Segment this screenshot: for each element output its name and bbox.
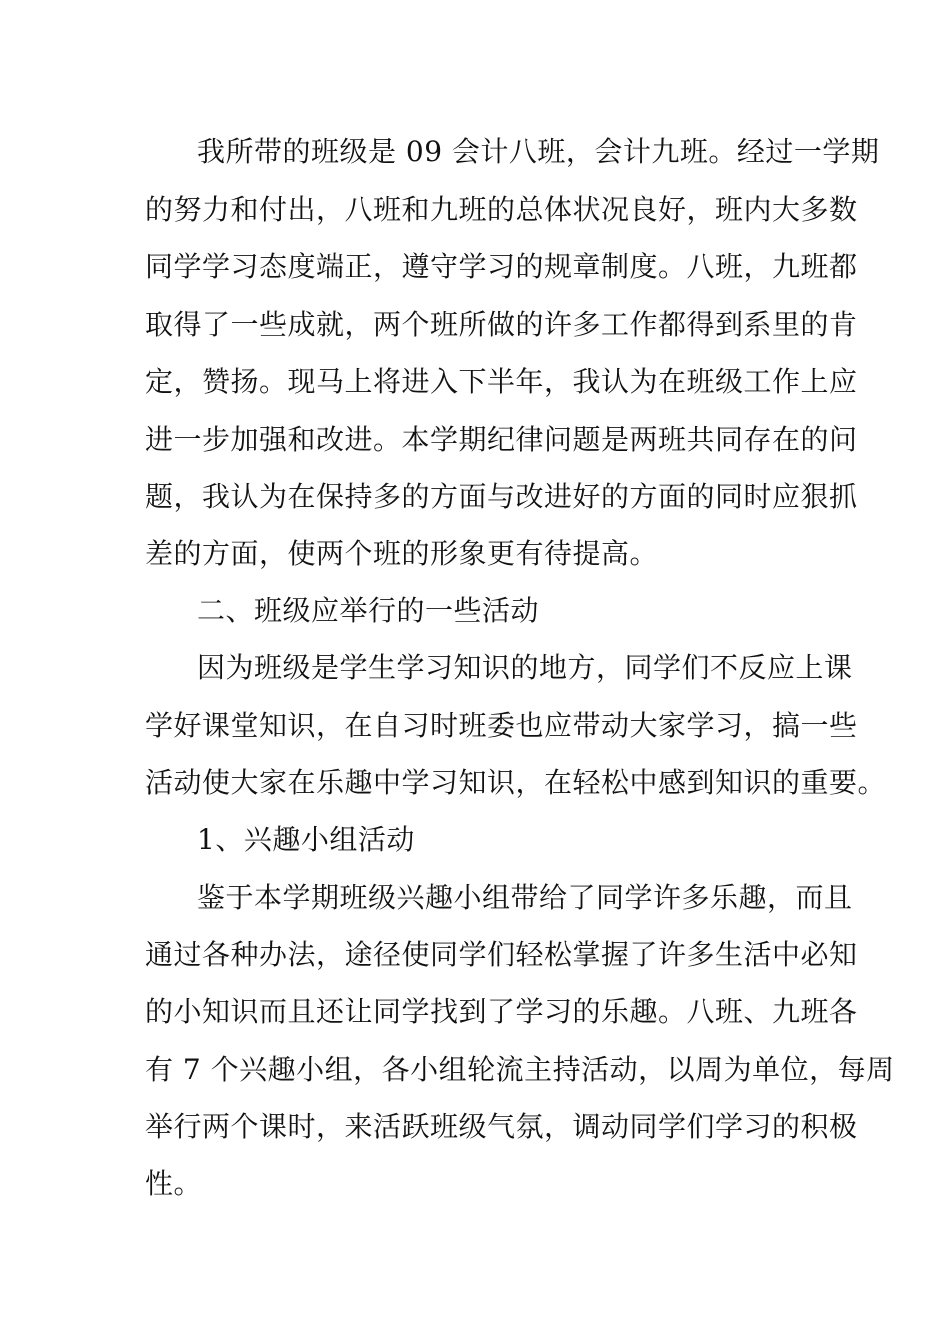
paragraph-3-line-3: 的小知识而且还让同学找到了学习的乐趣。八班、九班各	[145, 995, 858, 1028]
paragraph-1-line-2: 的努力和付出，八班和九班的总体状况良好，班内大多数	[145, 193, 858, 226]
paragraph-2-line-3: 活动使大家在乐趣中学习知识，在轻松中感到知识的重要。	[145, 766, 887, 799]
paragraph-3-line-4: 有 7 个兴趣小组，各小组轮流主持活动，以周为单位，每周	[145, 1053, 895, 1086]
paragraph-1-line-6: 进一步加强和改进。本学期纪律问题是两班共同存在的问	[145, 423, 858, 456]
paragraph-3-line-5: 举行两个课时，来活跃班级气氛，调动同学们学习的积极	[145, 1110, 858, 1143]
paragraph-3-line-6: 性。	[145, 1167, 203, 1200]
paragraph-1-line-4: 取得了一些成就，两个班所做的许多工作都得到系里的肯	[145, 308, 858, 341]
paragraph-2-line-1: 因为班级是学生学习知识的地方，同学们不反应上课	[197, 651, 853, 684]
paragraph-2-line-2: 学好课堂知识，在自习时班委也应带动大家学习，搞一些	[145, 709, 858, 742]
paragraph-1-line-8: 差的方面，使两个班的形象更有待提高。	[145, 537, 659, 570]
paragraph-3-line-2: 通过各种办法，途径使同学们轻松掌握了许多生活中必知	[145, 938, 858, 971]
paragraph-1-line-1: 我所带的班级是 09 会计八班，会计九班。经过一学期	[197, 135, 880, 168]
section-heading-activities: 二、班级应举行的一些活动	[197, 594, 540, 627]
paragraph-1-line-5: 定，赞扬。现马上将进入下半年，我认为在班级工作上应	[145, 365, 858, 398]
subheading-interest-groups: 1、兴趣小组活动	[197, 823, 415, 856]
paragraph-1-line-3: 同学学习态度端正，遵守学习的规章制度。八班，九班都	[145, 250, 858, 283]
paragraph-3-line-1: 鉴于本学期班级兴趣小组带给了同学许多乐趣，而且	[197, 881, 853, 914]
paragraph-1-line-7: 题，我认为在保持多的方面与改进好的方面的同时应狠抓	[145, 480, 858, 513]
